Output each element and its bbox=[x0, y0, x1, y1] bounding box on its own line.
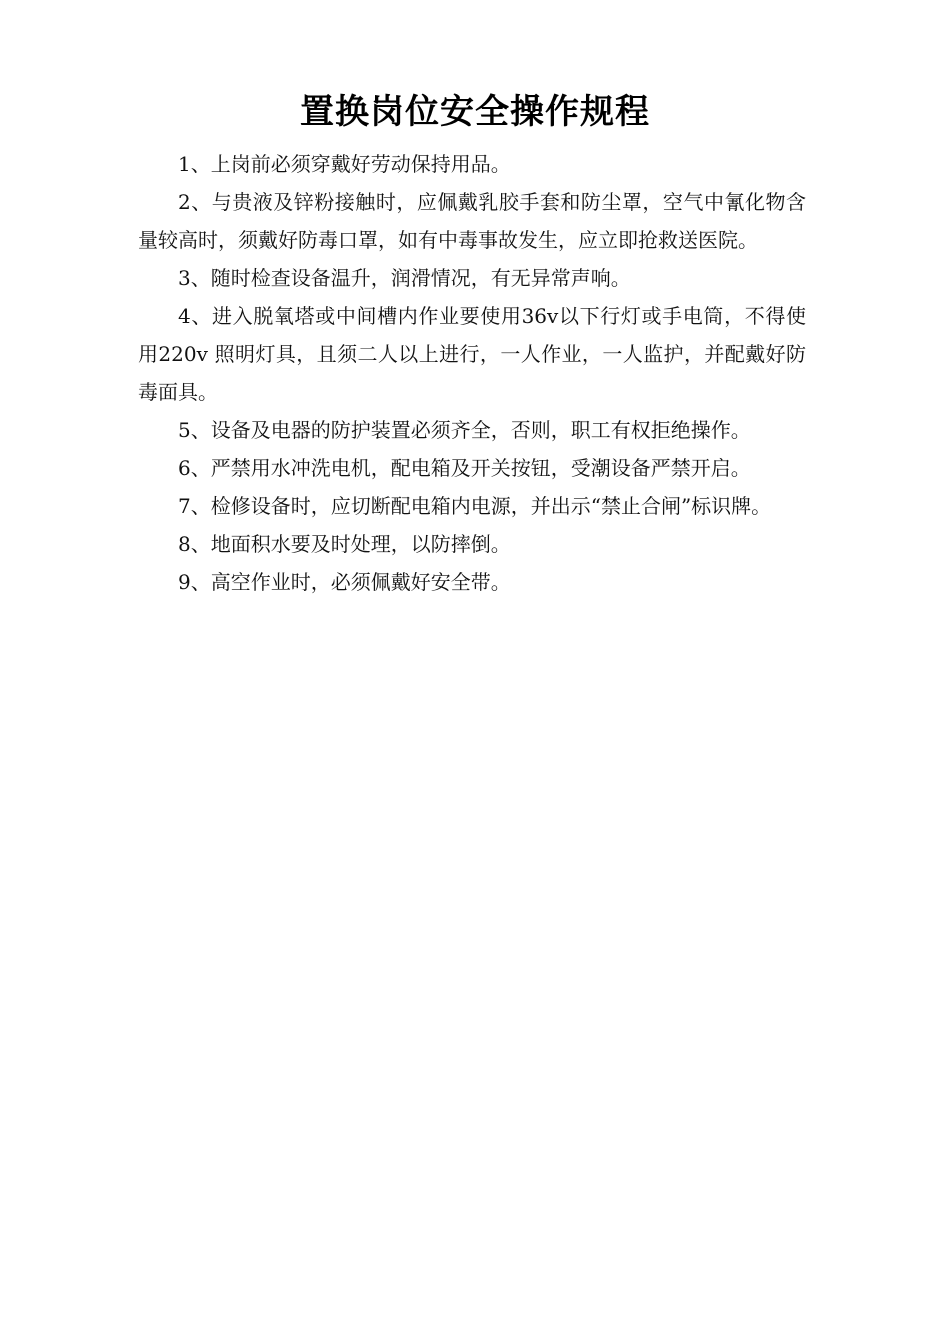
rule-item-1: 1、上岗前必须穿戴好劳动保持用品。 bbox=[178, 152, 511, 176]
rule-item-4: 4、进入脱氧塔或中间槽内作业要使用36v以下行灯或手电筒，不得使用220v 照明灯具，且须二人以上进行，一人作业，一人监护，并配戴好防毒面具。 bbox=[138, 304, 806, 404]
rules-list bbox=[138, 145, 806, 601]
document-title: 置换岗位安全操作规程 bbox=[300, 92, 650, 132]
rule-item-9: 9、高空作业时，必须佩戴好安全带。 bbox=[178, 570, 511, 594]
rule-item-5: 5、设备及电器的防护装置必须齐全，否则，职工有权拒绝操作。 bbox=[178, 418, 751, 442]
rule-item-8: 8、地面积水要及时处理，以防摔倒。 bbox=[178, 532, 511, 556]
rule-item-6: 6、严禁用水冲洗电机，配电箱及开关按钮，受潮设备严禁开启。 bbox=[178, 456, 751, 480]
rule-item-2: 2、与贵液及锌粉接触时，应佩戴乳胶手套和防尘罩，空气中氰化物含量较高时，须戴好防毒口罩，如有中毒事故发生，应立即抢救送医院。 bbox=[138, 190, 806, 252]
rule-item-3: 3、随时检查设备温升，润滑情况，有无异常声响。 bbox=[178, 266, 631, 290]
rule-item-7: 7、检修设备时，应切断配电箱内电源，并出示“禁止合闸”标识牌。 bbox=[178, 494, 772, 518]
